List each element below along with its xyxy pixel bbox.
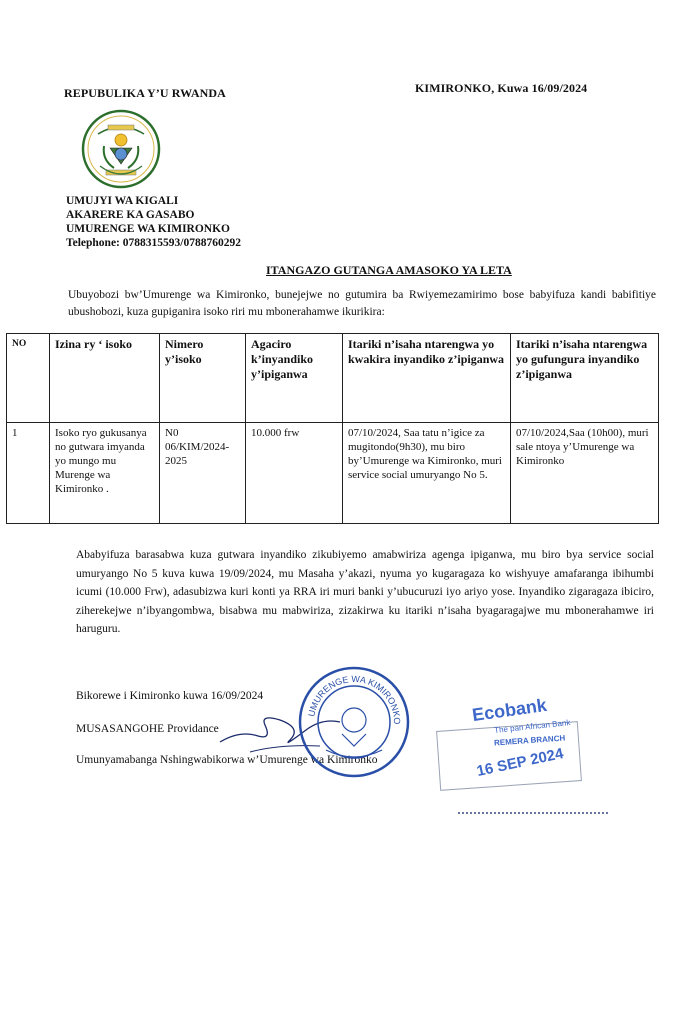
bank-branch: REMERA BRANCH	[493, 733, 566, 748]
table-header-row	[7, 334, 659, 423]
cell-no: 1	[7, 423, 50, 524]
place-date: KIMIRONKO, Kuwa 16/09/2024	[415, 81, 588, 95]
svg-text:UMURENGE WA KIMIRONKO	[306, 674, 402, 725]
cell-number: N0 06/KIM/2024-2025	[160, 423, 246, 524]
col-header-submission: Itariki n’isaha ntarengwa yo kwakira inyandiko z’ipiganwa	[343, 334, 511, 423]
table-row	[7, 423, 659, 524]
address-block	[66, 194, 241, 250]
document-title: ITANGAZO GUTANGA AMASOKO YA LETA	[266, 263, 512, 277]
intro-paragraph: Ubuyobozi bw’Umurenge wa Kimironko, bunejejwe no gutumira ba Rwiyemezamirimo bose babyifuza kandi babifitiye ubushobozi, kuza gupiganira isoko riri mu mbonerahamwe ikurikira:	[68, 289, 656, 318]
address-city: UMUJYI WA KIGALI	[66, 195, 179, 207]
cell-submission: 07/10/2024, Saa tatu n’igice za mugitondo(9h30), mu biro by’Umurenge wa Kimironko, muri service social umuryango No 5.	[343, 423, 511, 524]
signatory-name: MUSASANGOHE Providance	[76, 723, 219, 735]
col-header-value: Agaciro k’inyandiko y’ipiganwa	[246, 334, 343, 423]
cell-opening: 07/10/2024,Saa (10h00), muri sale ntoya y’Umurenge wa Kimironko	[511, 423, 659, 524]
cell-name: Isoko ryo gukusanya no gutwara imyanda yo mungo mu Murenge wa Kimironko .	[50, 423, 160, 524]
bank-stamp-dots	[458, 812, 608, 814]
stamp-arc-text: UMURENGE WA KIMIRONKO	[306, 673, 403, 725]
bank-stamp	[436, 694, 586, 796]
col-header-no: NO	[7, 334, 50, 423]
bank-logo: Ecobank	[470, 694, 548, 726]
address-district: AKARERE KA GASABO	[66, 209, 195, 221]
signature-date: Bikorewe i Kimironko kuwa 16/09/2024	[76, 690, 264, 702]
country-heading: REPUBULIKA Y’U RWANDA	[64, 86, 226, 100]
tender-table	[6, 333, 659, 524]
body-paragraph: Ababyifuza barasabwa kuza gutwara inyandiko zikubiyemo amabwiriza agenga ipiganwa, mu biro bya service social umuryango No 5 kuva kuwa 19/09/2024, mu Masaha y’akazi, nyuma yo kugaragaza ko wishyuye amafaranga ibihumbi icumi (10.000 Frw), adasubizwa kuri konti ya RRA iri muri banki y’ubucuruzi iyo ariyo yose. Inyandiko zigaragaza ibiciro, ziherekejwe n’ibyangombwa, bisabwa mu mabwiriza, zizakirwa ku itariki n’isaha byagaragajwe mu mbonerahamwe iri haruguru.	[76, 549, 654, 635]
bank-tagline: The pan African Bank	[493, 718, 571, 735]
col-header-number: Nimero y’isoko	[160, 334, 246, 423]
bank-date: 16 SEP 2024	[475, 745, 565, 780]
official-round-stamp	[296, 664, 412, 780]
address-sector: UMURENGE WA KIMIRONKO	[66, 223, 230, 235]
rwanda-emblem-logo	[80, 108, 162, 190]
col-header-name: Izina ry ‘ isoko	[50, 334, 160, 423]
signatory-role: Umunyamabanga Nshingwabikorwa w’Umurenge wa Kimironko	[76, 754, 378, 766]
cell-value: 10.000 frw	[246, 423, 343, 524]
col-header-opening: Itariki n’isaha ntarengwa yo gufungura inyandiko z’ipiganwa	[511, 334, 659, 423]
address-phone: Telephone: 0788315593/0788760292	[66, 237, 241, 249]
